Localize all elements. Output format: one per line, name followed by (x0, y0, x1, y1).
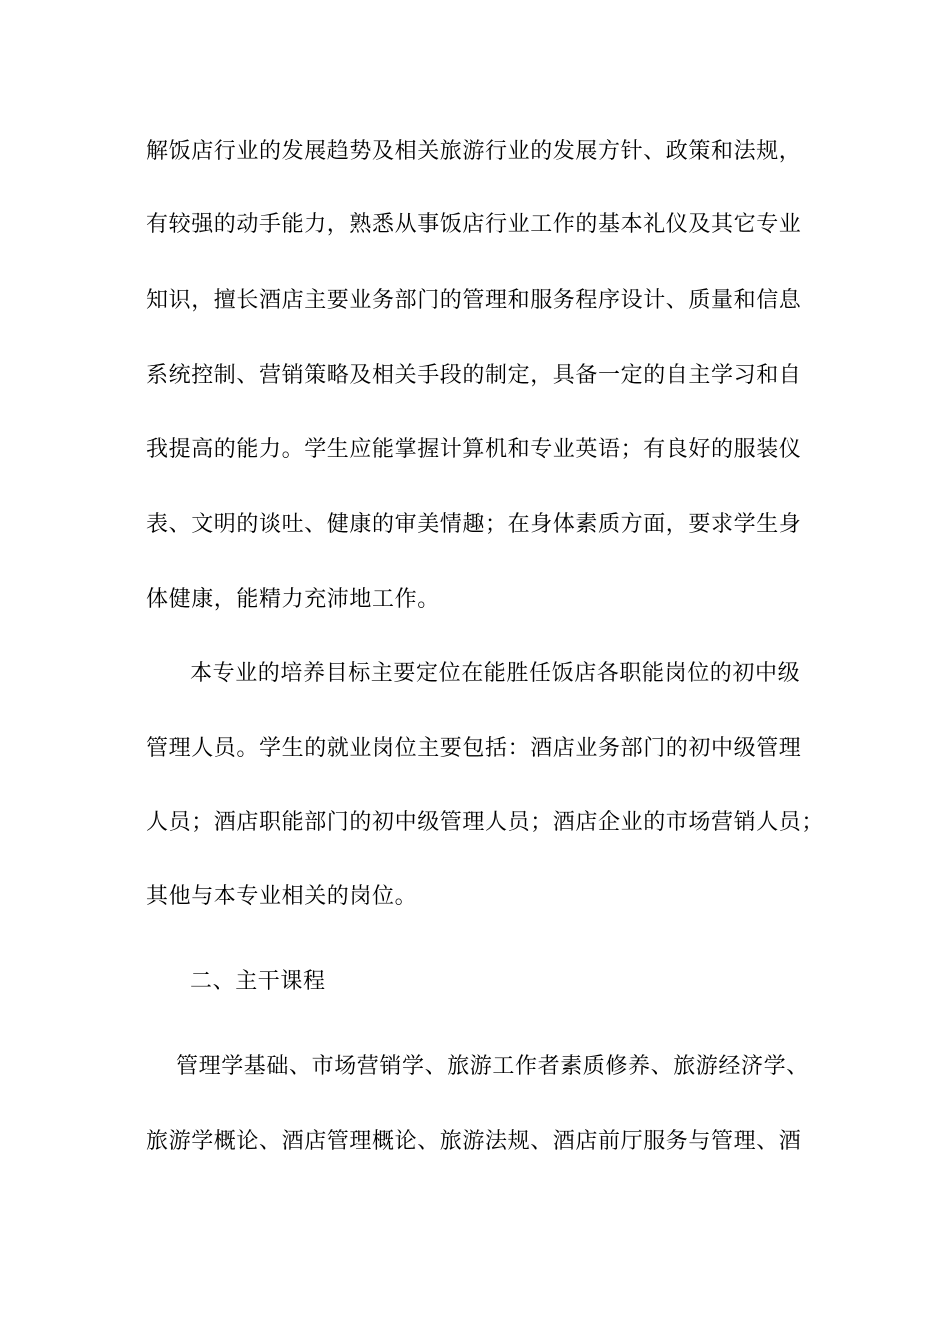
body-line-11: 其他与本专业相关的岗位。 (146, 884, 418, 909)
body-line-6: 表、文明的谈吐、健康的审美情趣；在身体素质方面，要求学生身 (146, 512, 802, 537)
body-line-5: 我提高的能力。学生应能掌握计算机和专业英语；有良好的服装仪 (146, 437, 802, 462)
body-line-9: 管理人员。学生的就业岗位主要包括：酒店业务部门的初中级管理 (146, 736, 802, 761)
body-line-4: 系统控制、营销策略及相关手段的制定，具备一定的自主学习和自 (146, 363, 802, 388)
body-line-8: 本专业的培养目标主要定位在能胜任饭店各职能岗位的初中级 (190, 661, 801, 686)
body-line-3: 知识，擅长酒店主要业务部门的管理和服务程序设计、质量和信息 (146, 288, 802, 313)
body-line-10: 人员；酒店职能部门的初中级管理人员；酒店企业的市场营销人员； (146, 810, 825, 835)
body-line-1: 解饭店行业的发展趋势及相关旅游行业的发展方针、政策和法规， (146, 139, 802, 164)
body-line-13: 管理学基础、市场营销学、旅游工作者素质修养、旅游经济学、 (176, 1054, 809, 1079)
section-heading: 二、主干课程 (190, 969, 326, 994)
body-line-7: 体健康，能精力充沛地工作。 (146, 587, 440, 612)
body-line-2: 有较强的动手能力，熟悉从事饭店行业工作的基本礼仪及其它专业 (146, 212, 802, 237)
body-line-14: 旅游学概论、酒店管理概论、旅游法规、酒店前厅服务与管理、酒 (146, 1129, 802, 1154)
